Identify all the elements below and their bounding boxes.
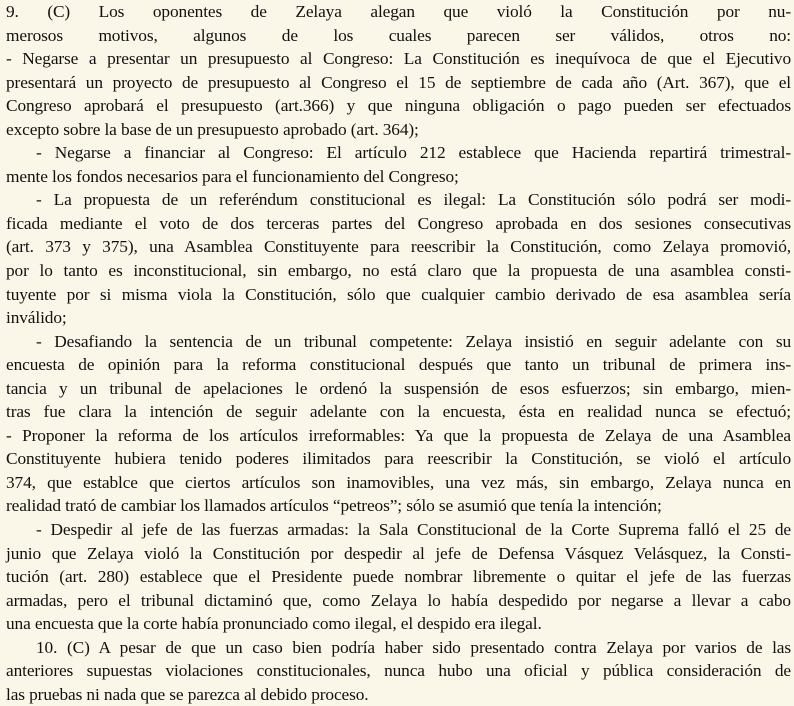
text-line: armadas, pero el tribunal dictaminó que, como Zelaya lo había despedido por negarse a llevar a cabo <box>6 590 791 610</box>
text-line: 10. (C) A pesar de que un caso bien podría haber sido presentado contra Zelaya por varios de las <box>36 637 791 657</box>
item-tribunal <box>6 330 791 424</box>
text-line: - Proponer la reforma de los artículos irreformables: Ya que la propuesta de Zelaya de una Asamblea <box>6 425 791 445</box>
text-line: tuyente por si misma viola la Constitución, sólo que cualquier cambio derivado de esa asamblea sería <box>6 284 791 304</box>
text-line: realidad trató de cambiar los llamados artículos “petreos”; sólo se asumió que tenía la intención; <box>6 496 662 516</box>
paragraph-10 <box>6 636 791 706</box>
text-line: por lo tanto es inconstitucional, sin embargo, no está claro que la propuesta de una asamblea consti- <box>6 261 791 281</box>
text-line: ficada mediante el voto de dos terceras partes del Congreso aprobada en dos sesiones consecutivas <box>6 213 791 233</box>
text-line: excepto sobre la base de un presupuesto aprobado (art. 364); <box>6 119 419 139</box>
text-line: mente los fondos necesarios para el funcionamiento del Congreso; <box>6 166 459 186</box>
text-line: inválido; <box>6 308 67 328</box>
text-line: tancia y un tribunal de apelaciones le ordenó la suspensión de esos esfuerzos; sin embargo, mien- <box>6 378 791 398</box>
text-line: (art. 373 y 375), una Asamblea Constituyente para reescribir la Constitución, como Zelaya promovió, <box>6 237 791 257</box>
text-line: anteriores supuestas violaciones constitucionales, nunca hubo una oficial y pública consideración de <box>6 661 791 681</box>
text-line: encuesta de opinión para la reforma constitucional después que tanto un tribunal de primera ins- <box>6 355 791 375</box>
item-finance <box>6 141 791 188</box>
text-line: junio que Zelaya violó la Constitución por despedir al jefe de Defensa Vásquez Velásquez, la Consti- <box>6 543 791 563</box>
text-line: merosos motivos, algunos de los cuales parecen ser válidos, otros no: <box>6 25 791 45</box>
text-line: presentará un proyecto de presupuesto al Congreso el 15 de septiembre de cada año (Art. 367), que el <box>6 72 791 92</box>
text-line: 9. (C) Los oponentes de Zelaya alegan que violó la Constitución por nu- <box>6 2 791 21</box>
text-line: tras fue clara la intención de seguir adelante con la encuesta, ésta en realidad nunca se efectuó; <box>6 402 791 422</box>
text-line: - Despedir al jefe de las fuerzas armadas: la Sala Constitucional de la Corte Suprema falló el 25 de <box>36 520 791 540</box>
text-line: tución (art. 280) establece que el Presidente puede nombrar libremente o quitar el jefe de las fuerzas <box>6 567 791 587</box>
item-referendum <box>6 188 791 329</box>
text-line: una encuesta que la corte había pronunciado como ilegal, el despido era ilegal. <box>6 614 542 634</box>
paragraph-9 <box>6 0 791 47</box>
text-line: - Negarse a presentar un presupuesto al Congreso: La Constitución es inequívoca de que el Ejecutivo <box>6 49 791 69</box>
item-army <box>6 518 791 636</box>
text-line: Congreso aprobará el presupuesto (art.366) y que ninguna obligación o pago pueden ser efectuados <box>6 96 791 116</box>
item-articles <box>6 424 791 518</box>
text-line: - Negarse a financiar al Congreso: El artículo 212 establece que Hacienda repartirá trimestral- <box>36 143 791 163</box>
text-line: 374, que establce que ciertos artículos son inamovibles, una vez más, sin embargo, Zelaya nunca en <box>6 472 791 492</box>
text-line: Constituyente hubiera tenido poderes ilimitados para reescribir la Constitución, se violó el artículo <box>6 449 791 469</box>
text-line: - Desafiando la sentencia de un tribunal competente: Zelaya insistió en seguir adelante con su <box>36 331 791 351</box>
text-line: las pruebas ni nada que se parezca al debido proceso. <box>6 684 369 704</box>
item-budget <box>6 47 791 141</box>
text-line: - La propuesta de un referéndum constitucional es ilegal: La Constitución sólo podrá ser modi- <box>36 190 791 210</box>
